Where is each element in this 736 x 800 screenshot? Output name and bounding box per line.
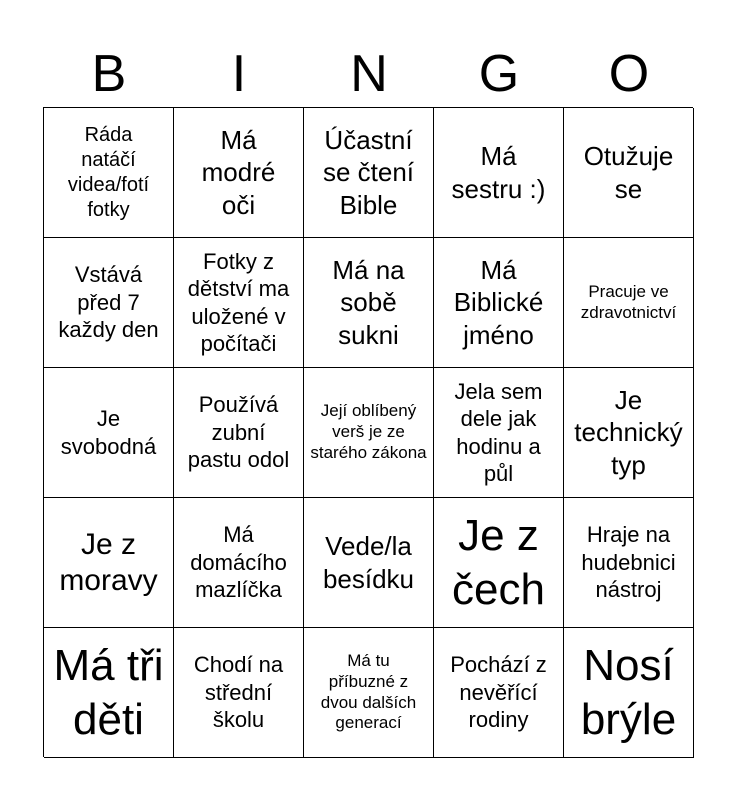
bingo-cell[interactable] (44, 498, 174, 628)
bingo-board (43, 107, 693, 757)
bingo-cell[interactable] (304, 238, 434, 368)
bingo-cell[interactable] (174, 238, 304, 368)
bingo-cell[interactable] (434, 108, 564, 238)
cell-text: Jela sem dele jak hodinu a půl (454, 378, 543, 486)
cell-text: Vstává před 7 každy den (58, 262, 159, 343)
header-letter-i: I (231, 45, 247, 103)
cell-text: Chodí na střední školu (193, 652, 284, 733)
cell-text: Má domácího mazlíčka (190, 522, 287, 603)
bingo-cell[interactable] (304, 368, 434, 498)
cell-text: Je technický typ (574, 384, 683, 480)
header-letter-g: G (478, 45, 520, 103)
bingo-cell[interactable] (174, 628, 304, 758)
bingo-cell[interactable] (564, 628, 694, 758)
cell-text: Pracuje ve zdravotnictví (580, 281, 677, 322)
cell-text: Má na sobě sukni (332, 254, 405, 350)
header-letter-o: O (608, 45, 650, 103)
bingo-cell[interactable] (564, 368, 694, 498)
bingo-cell[interactable] (44, 108, 174, 238)
bingo-cell[interactable] (564, 108, 694, 238)
bingo-cell[interactable] (304, 108, 434, 238)
header-letter-n: N (350, 45, 388, 103)
cell-text: Používá zubní pastu odol (187, 392, 290, 473)
bingo-cell[interactable] (434, 238, 564, 368)
bingo-cell[interactable] (174, 368, 304, 498)
cell-text: Má tu příbuzné z dvou dalších generací (320, 651, 417, 733)
cell-text: Je z moravy (59, 527, 158, 597)
cell-text: Je z čech (452, 510, 545, 614)
cell-text: Je svobodná (60, 406, 157, 459)
cell-text: Její oblíbený verš je ze starého zákona (310, 401, 427, 462)
cell-text: Má modré oči (201, 124, 276, 220)
bingo-cell[interactable] (434, 628, 564, 758)
bingo-cell[interactable] (174, 108, 304, 238)
cell-text: Vede/la besídku (322, 531, 415, 594)
bingo-cell[interactable] (304, 498, 434, 628)
bingo-cell[interactable] (434, 498, 564, 628)
cell-text: Má sestru :) (451, 141, 546, 204)
cell-text: Ráda natáčí videa/fotí fotky (67, 123, 150, 221)
cell-text: Má tři děti (53, 640, 164, 744)
cell-text: Hraje na hudebnici nástroj (581, 522, 676, 603)
header-letter-b: B (91, 45, 127, 103)
bingo-cell[interactable] (44, 628, 174, 758)
bingo-cell[interactable] (434, 368, 564, 498)
cell-text: Účastní se čtení Bible (322, 124, 415, 220)
cell-text: Pochází z nevěřící rodiny (450, 652, 547, 733)
bingo-header (44, 40, 694, 108)
bingo-cell[interactable] (564, 238, 694, 368)
bingo-cell[interactable] (174, 498, 304, 628)
cell-text: Má Biblické jméno (453, 254, 544, 350)
bingo-cell[interactable] (44, 368, 174, 498)
cell-text: Otužuje se (583, 141, 674, 204)
bingo-cell[interactable] (44, 238, 174, 368)
cell-text: Nosí brýle (580, 640, 677, 744)
bingo-cell[interactable] (564, 498, 694, 628)
cell-text: Fotky z dětství ma uložené v počítači (187, 248, 290, 356)
bingo-cell[interactable] (304, 628, 434, 758)
